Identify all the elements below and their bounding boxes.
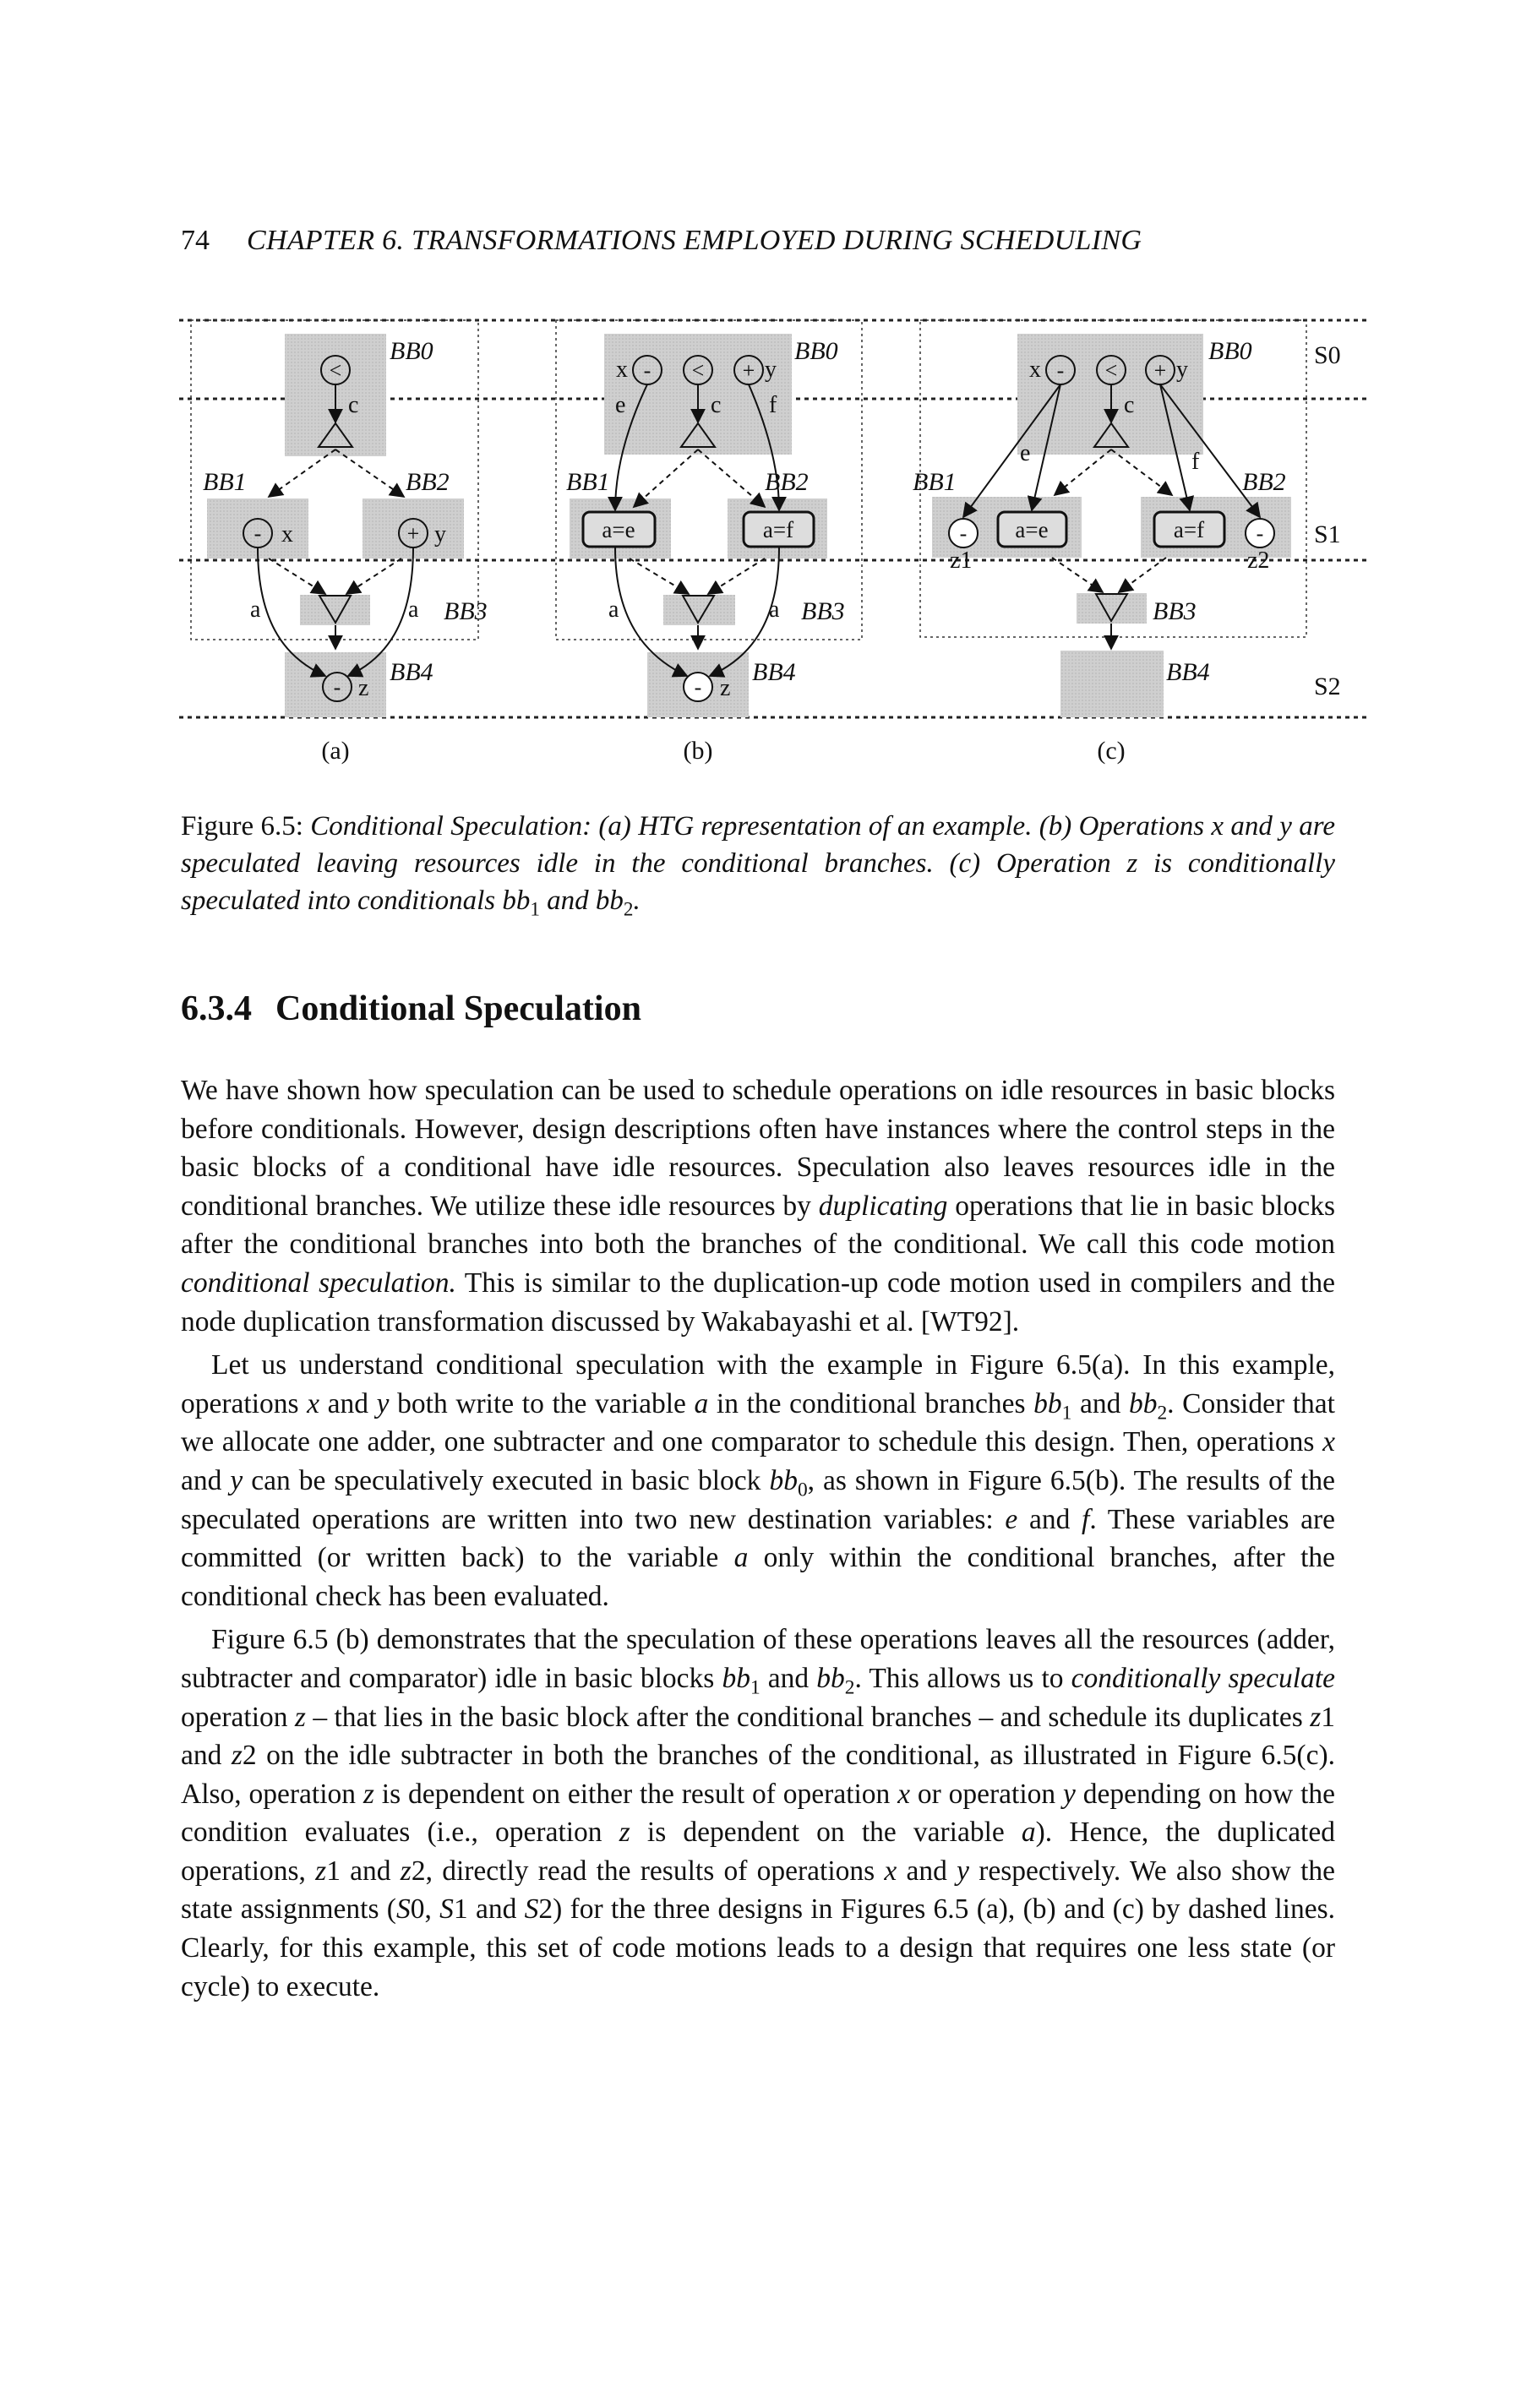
bb-label: BB3 — [444, 597, 488, 625]
state-label-s2: S2 — [1314, 673, 1341, 700]
text-run: operation — [181, 1701, 295, 1733]
edge-label: c — [711, 392, 722, 418]
italic-text: z — [294, 1701, 306, 1733]
italic-text: y — [1063, 1778, 1076, 1810]
subscript: 1 — [750, 1676, 760, 1699]
op-symbol: - — [1056, 358, 1065, 383]
panel-b — [566, 334, 845, 717]
bb-label: BB4 — [1166, 658, 1210, 686]
text-run: and — [1071, 1387, 1129, 1419]
paragraph — [181, 1071, 1335, 1341]
bb-label: BB2 — [765, 468, 809, 496]
edge-label: a — [769, 597, 780, 623]
section-number: 6.3.4 — [181, 989, 252, 1028]
node-label: z — [720, 675, 731, 701]
edge-label: c — [1124, 392, 1135, 418]
bb-label: BB0 — [390, 337, 433, 365]
edge-label: a — [408, 597, 419, 623]
op-symbol: - — [333, 675, 341, 700]
italic-text: x — [307, 1387, 320, 1419]
assign-node: a=e — [602, 517, 635, 542]
node-label: y — [765, 357, 777, 383]
text-run: ). Hence, the duplicated operations, — [181, 1817, 1335, 1887]
node-label: z — [358, 675, 369, 701]
panel-c — [913, 334, 1291, 717]
node-label: y — [434, 521, 446, 548]
italic-text: S — [395, 1893, 411, 1926]
text-run: , as shown in Figure 6.5(b). The results of the speculated operations are written into two new destination variables: — [181, 1464, 1335, 1535]
bb-label: BB4 — [390, 658, 433, 686]
text-run: and — [181, 1464, 231, 1496]
italic-text: a — [733, 1542, 749, 1574]
text-run: Figure 6.5 (b) demonstrates that the speculation of these operations leaves all the resources (adder, subtracter and comparator) idle in basic blocks — [181, 1624, 1335, 1694]
italic-text: bb — [1033, 1387, 1062, 1419]
bb-label: BB0 — [794, 337, 838, 365]
text-run: depending on how the condition evaluates (i.e., operation — [181, 1778, 1335, 1849]
italic-text: z — [400, 1855, 412, 1887]
text-run: 2) for the three designs in Figures 6.5 (a), (b) and (c) by dashed lines. Clearly, for this example, this set of code motions leads to a design that requires one less state (or cycle) to execute. — [181, 1893, 1335, 2002]
text-run: in the conditional branches — [708, 1387, 1034, 1419]
text-run: and — [760, 1662, 817, 1694]
bb-label: BB1 — [566, 468, 610, 496]
edge-label: a — [250, 597, 261, 623]
op-symbol: - — [643, 358, 651, 383]
bb-label: BB1 — [913, 468, 957, 496]
op-symbol: < — [1104, 358, 1118, 383]
italic-text: bb — [1128, 1387, 1158, 1419]
body-text — [181, 1071, 1335, 2006]
italic-text: Conditional Speculation: (a) HTG representation of an example. (b) Operations x and y are speculated leaving resources idle in the conditional branches. (c) Operation z is conditionally speculated into conditionals bb — [181, 811, 1335, 916]
text-run: . These variables are committed (or written back) to the variable — [181, 1503, 1335, 1574]
subscript: 2 — [623, 897, 634, 920]
text-run: can be speculatively executed in basic block — [243, 1464, 770, 1496]
italic-text: z — [1310, 1701, 1322, 1733]
text-run: 2 on the idle subtracter in both the branches of the conditional, as illustrated in Figure 6.5(c). Also, operation — [181, 1740, 1335, 1810]
text-run: 1 and — [453, 1893, 525, 1926]
italic-text: y — [957, 1855, 969, 1887]
edge-label: e — [615, 392, 626, 418]
text-run: only within the conditional branches, after the conditional check has been evaluated. — [181, 1542, 1335, 1612]
italic-text: bb — [722, 1662, 750, 1694]
text-run: Figure 6.5: — [181, 811, 311, 842]
assign-node: a=e — [1015, 517, 1049, 542]
text-run: 1 and — [181, 1701, 1335, 1772]
assign-node: a=f — [762, 517, 794, 542]
op-symbol: - — [694, 675, 702, 700]
italic-text: and bb — [539, 885, 624, 916]
italic-text: x — [1322, 1426, 1335, 1458]
node-label: x — [281, 521, 293, 548]
text-run: This is similar to the duplication-up code motion used in compilers and the node duplication transformation discussed by Wakabayashi et al. [WT92]. — [181, 1267, 1336, 1337]
subscript: 2 — [844, 1676, 855, 1699]
text-run: and — [319, 1387, 377, 1419]
node-label: y — [1176, 357, 1188, 383]
text-run: both write to the variable — [389, 1387, 695, 1419]
page-number: 74 — [181, 225, 210, 256]
italic-text: conditionally speculate — [1071, 1662, 1335, 1694]
italic-text: duplicating — [818, 1190, 948, 1222]
edge-label: f — [769, 392, 777, 418]
figure-caption — [181, 808, 1335, 919]
subfigure-label-b: (b) — [683, 737, 713, 765]
bb-label: BB2 — [1242, 468, 1286, 496]
panel-a — [203, 334, 488, 717]
paragraph — [181, 1621, 1335, 2006]
italic-text: z — [363, 1778, 374, 1810]
italic-text: z — [231, 1740, 243, 1772]
op-symbol: - — [1256, 521, 1264, 546]
figure-6-5 — [152, 287, 1369, 777]
text-run: respectively. We also show the state assignments ( — [181, 1855, 1336, 1926]
section-title: Conditional Speculation — [275, 989, 641, 1028]
assign-node: a=f — [1173, 517, 1205, 542]
italic-text: . — [633, 885, 641, 916]
op-symbol: + — [1153, 358, 1167, 383]
italic-text: a — [1021, 1817, 1036, 1849]
italic-text: S — [524, 1893, 539, 1926]
state-label-s1: S1 — [1314, 520, 1341, 548]
italic-text: conditional speculation. — [181, 1267, 456, 1299]
edge-label: f — [1191, 449, 1200, 475]
section-heading — [181, 989, 641, 1029]
italic-text: e — [1005, 1503, 1018, 1535]
subscript: 2 — [1157, 1402, 1168, 1425]
text-run: and — [897, 1855, 957, 1887]
subscript: 1 — [1061, 1402, 1072, 1425]
text-run: Let us understand conditional speculation with the example in Figure 6.5(a). In this example, operations — [181, 1349, 1335, 1419]
text-run: 0, — [410, 1893, 440, 1926]
text-run: 2, directly read the results of operations — [411, 1855, 885, 1887]
edge-label: c — [348, 392, 359, 418]
italic-text: S — [439, 1893, 454, 1926]
text-run: 1 and — [326, 1855, 401, 1887]
text-run: operations that lie in basic blocks after the conditional branches into both the branches of the conditional. We call this code motion — [181, 1190, 1335, 1261]
italic-text: z — [619, 1817, 630, 1849]
italic-text: bb — [816, 1662, 845, 1694]
text-run: – that lies in the basic block after the conditional branches – and schedule its duplicates — [305, 1701, 1311, 1733]
text-run: or operation — [910, 1778, 1064, 1810]
edge-label: e — [1020, 440, 1031, 466]
italic-text: y — [376, 1387, 390, 1419]
node-label: z2 — [1247, 548, 1270, 574]
subscript: 0 — [797, 1479, 808, 1501]
bb-label: BB2 — [406, 468, 450, 496]
bb-label: BB4 — [752, 658, 796, 686]
bb-label: BB3 — [1153, 597, 1197, 625]
op-symbol: + — [742, 358, 755, 383]
text-run: . This allows us to — [854, 1662, 1071, 1694]
italic-text: x — [897, 1778, 911, 1810]
node-label: x — [1029, 357, 1041, 383]
op-symbol: - — [959, 521, 968, 546]
op-symbol: < — [691, 358, 705, 383]
paragraph — [181, 1346, 1335, 1615]
edge-label: a — [608, 597, 619, 623]
text-run: is dependent on either the result of operation — [373, 1778, 898, 1810]
op-symbol: + — [406, 521, 420, 546]
subfigure-label-a: (a) — [321, 737, 350, 765]
subfigure-label-c: (c) — [1097, 737, 1126, 765]
state-label-s0: S0 — [1314, 341, 1341, 369]
italic-text: bb — [769, 1464, 798, 1496]
op-symbol: - — [254, 521, 262, 546]
bb-label: BB3 — [801, 597, 845, 625]
node-label: z1 — [950, 548, 973, 574]
text-run: We have shown how speculation can be used to schedule operations on idle resources in basic blocks before conditionals. However, design descriptions often have instances where the control steps in the basic blocks of a conditional have idle resources. Speculation also leaves resources idle in the conditional branches. We utilize these idle resources by — [181, 1075, 1335, 1222]
chapter-title: CHAPTER 6. TRANSFORMATIONS EMPLOYED DURING SCHEDULING — [247, 225, 1142, 256]
subscript: 1 — [530, 897, 540, 920]
text-run: is dependent on the variable — [630, 1817, 1022, 1849]
italic-text: f — [1082, 1503, 1090, 1535]
bb-label: BB1 — [203, 468, 247, 496]
italic-text: y — [230, 1464, 243, 1496]
op-symbol: < — [329, 358, 342, 383]
bb-label: BB0 — [1208, 337, 1252, 365]
text-run: and — [1017, 1503, 1082, 1535]
italic-text: z — [315, 1855, 327, 1887]
italic-text: a — [694, 1387, 709, 1419]
text-run: . Consider that we allocate one adder, one subtracter and one comparator to schedule this design. Then, operations — [181, 1387, 1335, 1458]
node-label: x — [616, 357, 628, 383]
italic-text: x — [884, 1855, 897, 1887]
